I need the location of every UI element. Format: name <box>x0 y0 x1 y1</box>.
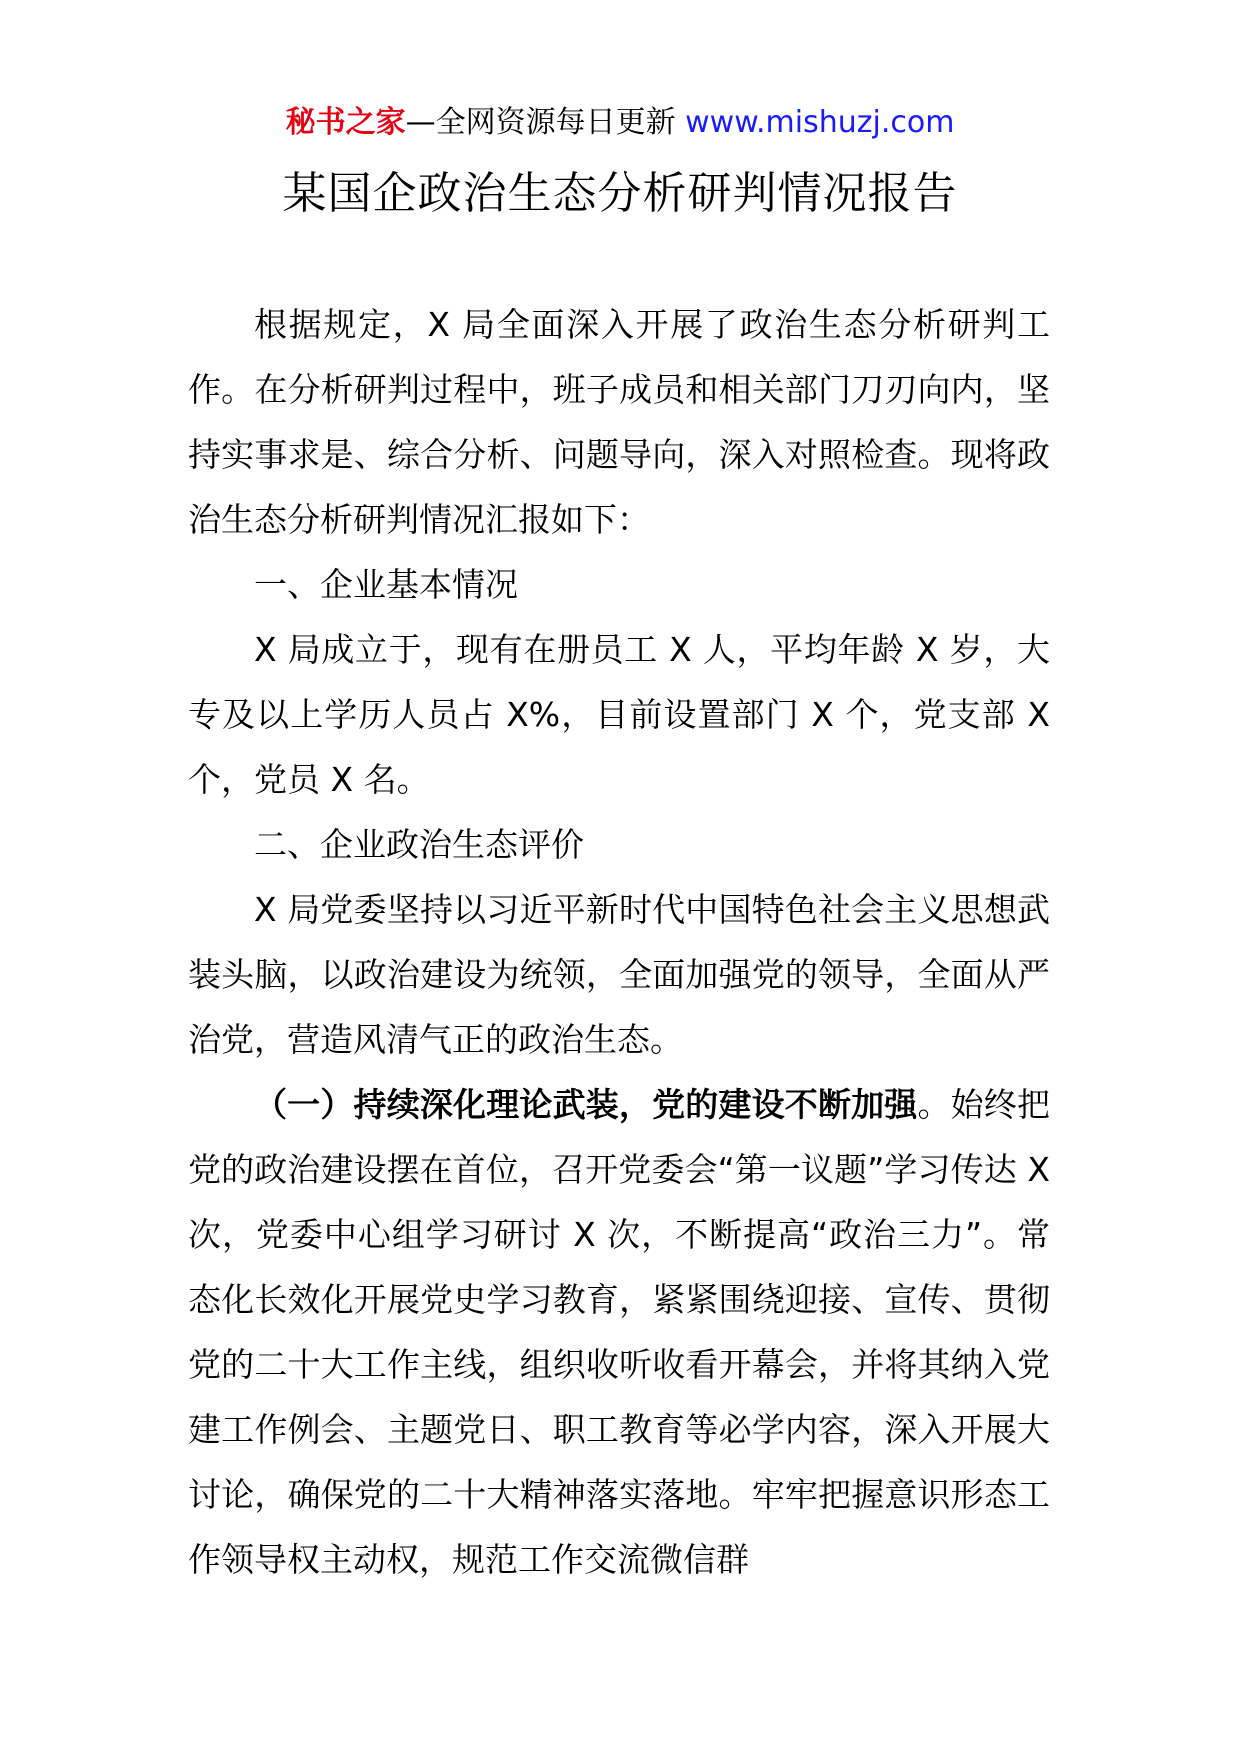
section-heading-basic-info <box>188 552 1050 617</box>
site-tagline: —全网资源每日更新 <box>405 105 686 140</box>
site-header <box>0 100 1240 146</box>
site-name: 秘书之家 <box>285 105 406 140</box>
evaluation-paragraph <box>188 877 1050 1072</box>
document-body <box>188 292 1050 1592</box>
document-title: 某国企政治生态分析研判情况报告 <box>282 168 958 219</box>
intro-text: 根据规定，X 局全面深入开展了政治生态分析研判工作。在分析研判过程中，班子成员和相关部门刀刃向内，坚持实事求是、综合分析、问题导向，深入对照检查。现将政治生态分析研判情况汇报如下： <box>188 305 1050 539</box>
section-heading-evaluation <box>188 812 1050 877</box>
basic-info-paragraph <box>188 617 1050 812</box>
section-heading-text: 二、企业政治生态评价 <box>254 825 584 864</box>
intro-paragraph <box>188 292 1050 552</box>
basic-info-text: X 局成立于，现有在册员工 X 人，平均年龄 X 岁，大专及以上学历人员占 X%，目前设置部门 X 个，党支部 X 个，党员 X 名。 <box>188 630 1050 799</box>
site-url-link[interactable]: www.mishuzj.com <box>685 105 955 140</box>
subsection-paragraph-1 <box>188 1072 1050 1592</box>
section-heading-text: 一、企业基本情况 <box>254 565 518 604</box>
evaluation-text: X 局党委坚持以习近平新时代中国特色社会主义思想武装头脑，以政治建设为统领，全面加强党的领导，全面从严治党，营造风清气正的政治生态。 <box>188 890 1050 1059</box>
subsection-text-1: 。始终把党的政治建设摆在首位，召开党委会“第一议题”学习传达 X 次，党委中心组学习研讨 X 次，不断提高“政治三力”。常态化长效化开展党史学习教育，紧紧围绕迎接、宣传、贯彻党的二十大工作主线，组织收听收看开幕会，并将其纳入党建工作例会、主题党日、职工教育等必学内容，深入开展大讨论，确保党的二十大精神落实落地。牢牢把握意识形态工作领导权主动权，规范工作交流微信群 <box>188 1085 1051 1579</box>
subsection-lead-1: （一）持续深化理论武装，党的建设不断加强 <box>254 1085 918 1124</box>
